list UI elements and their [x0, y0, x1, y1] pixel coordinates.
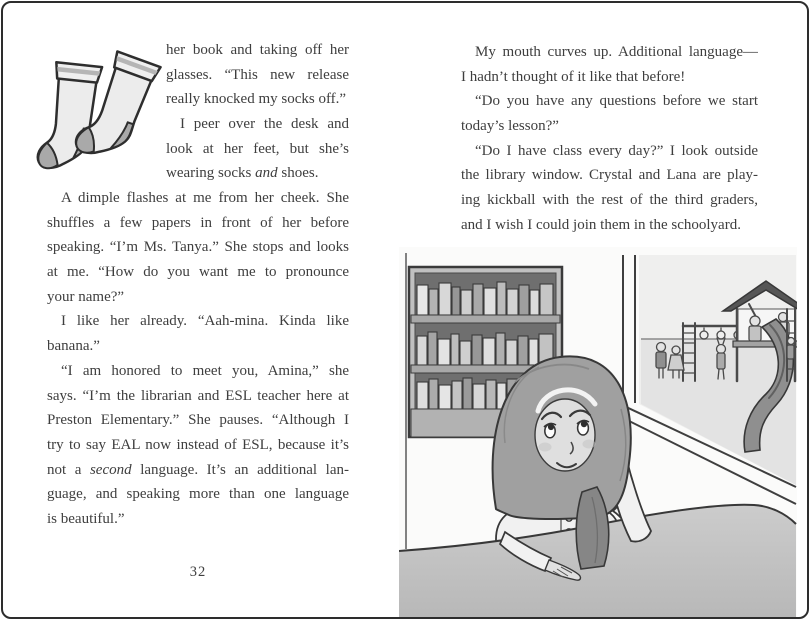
text-line: look at her feet, but she’s [166, 140, 349, 157]
text-line: ing kickball with the rest of the third graders, [461, 192, 758, 209]
text-line: speaking. “I’m Ms. Tanya.” She stops and looks [47, 239, 349, 256]
blush [583, 440, 596, 449]
text-line: really knocked my socks off.” [166, 91, 347, 108]
text-line: I hadn’t thought of it like that before! [461, 68, 686, 85]
left-page-text-beside-socks [166, 38, 349, 186]
book-spread [1, 1, 809, 619]
text-line: the library window. Crystal and Lana are play- [461, 167, 758, 184]
text-line: try to say EAL now instead of ESL, because it’s [47, 436, 349, 453]
text-line: I peer over the desk and [180, 116, 349, 133]
text-line: “Do I have class every day?” I look outside [475, 142, 758, 159]
page-number: 32 [189, 564, 207, 580]
text-line: guage, and speaking more than one language [47, 486, 349, 503]
text-line: wearing socks and shoes. [166, 165, 319, 182]
face [535, 399, 595, 471]
text-line: your name?” [47, 288, 125, 305]
text-line: “Do you have any questions before we start [475, 93, 758, 110]
text-line: at me. “How do you want me to pronounce [47, 264, 349, 281]
left-sock [37, 61, 102, 173]
text-line: glasses. “This new release [166, 66, 349, 83]
text-line: My mouth curves up. Additional language— [475, 44, 758, 60]
text-line: “I am honored to meet you, Amina,” she [61, 362, 349, 379]
blush [539, 443, 552, 452]
text-line: today’s lesson?” [461, 118, 559, 135]
right-page-text [461, 40, 758, 238]
text-line: is beautiful.” [47, 510, 125, 527]
socks-illustration [19, 29, 167, 189]
text-line: A dimple flashes at me from her cheek. She [61, 190, 349, 206]
text-line: says. “I’m the librarian and ESL teacher here at [47, 387, 349, 404]
text-line: shuffles a few papers in front of her before [47, 214, 349, 231]
text-line: banana.” [47, 338, 100, 355]
text-line: her book and taking off her [166, 42, 349, 58]
library-scene-illustration [399, 247, 797, 617]
left-page-text-main [47, 186, 349, 532]
text-line: and I wish I could join them in the schoolyard. [461, 216, 741, 233]
text-line: Preston Elementary.” She pauses. “Although I [47, 412, 349, 429]
text-line: not a second language. It’s an additional lan- [47, 461, 349, 478]
text-line: I like her already. “Aah-mina. Kinda like [61, 313, 349, 330]
